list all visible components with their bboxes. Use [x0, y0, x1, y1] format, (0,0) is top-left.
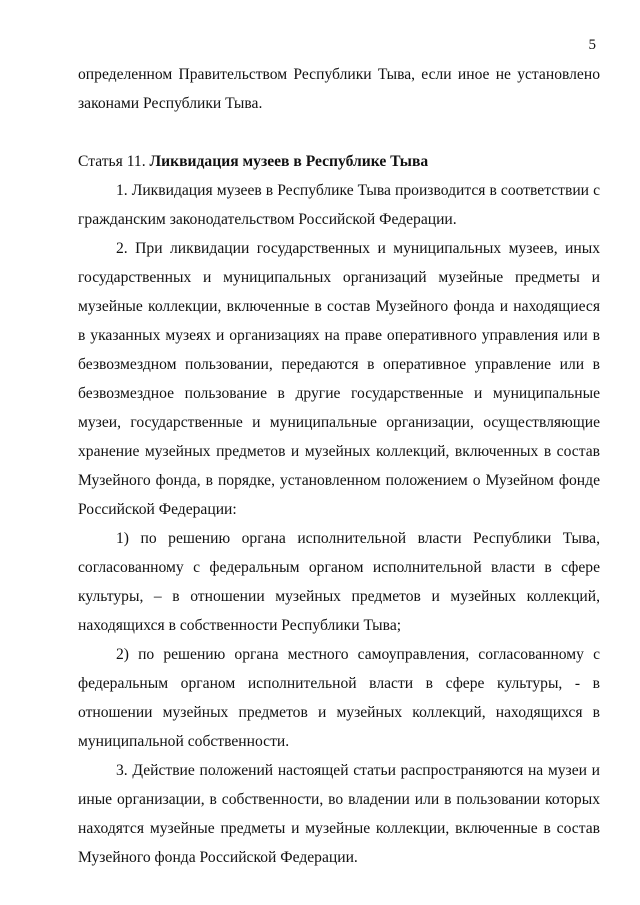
article-title: Ликвидация музеев в Республике Тыва — [149, 153, 429, 170]
paragraph-2-item-1: 1) по решению органа исполнительной власти Республики Тыва, согласованному с федеральным органом исполнительной власти в сфере культуры, – в отношении музейных предметов и музейных коллекций, находящихся в собственности Республики Тыва; — [78, 530, 600, 634]
continuation-paragraph: определенном Правительством Республики Тыва, если иное не установлено законами Республики Тыва. — [78, 66, 600, 112]
article-label: Статья 11. — [78, 153, 146, 170]
paragraph-1: 1. Ликвидация музеев в Республике Тыва производится в соответствии с гражданским законодательством Российской Федерации. — [78, 182, 600, 228]
paragraph-2: 2. При ликвидации государственных и муниципальных музеев, иных государственных и муниципальных организаций музейные предметы и музейные коллекции, включенные в состав Музейного фонда и находящиеся в указанных музеях и организациях на праве оперативного управления или в безвозмездном пользовании, передаются в оперативное управление или в безвозмездное пользование в другие государственные и муниципальные музеи, государственные и муниципальные организации, осуществляющие хранение музейных предметов и музейных коллекций, включенных в состав Музейного фонда, в порядке, установленном положением о Музейном фонде Российской Федерации: — [78, 240, 600, 518]
paragraph-2-item-2: 2) по решению органа местного самоуправления, согласованному с федеральным органом исполнительной власти в сфере культуры, - в отношении музейных предметов и музейных коллекций, находящихся в муниципальной собственности. — [78, 646, 600, 750]
document-body — [78, 60, 600, 872]
paragraph-3: 3. Действие положений настоящей статьи распространяются на музеи и иные организации, в собственности, во владении или в пользовании которых находятся музейные предметы и музейные коллекции, включенные в состав Музейного фонда Российской Федерации. — [78, 762, 600, 866]
article-heading — [78, 147, 600, 176]
page-number: 5 — [588, 37, 596, 53]
